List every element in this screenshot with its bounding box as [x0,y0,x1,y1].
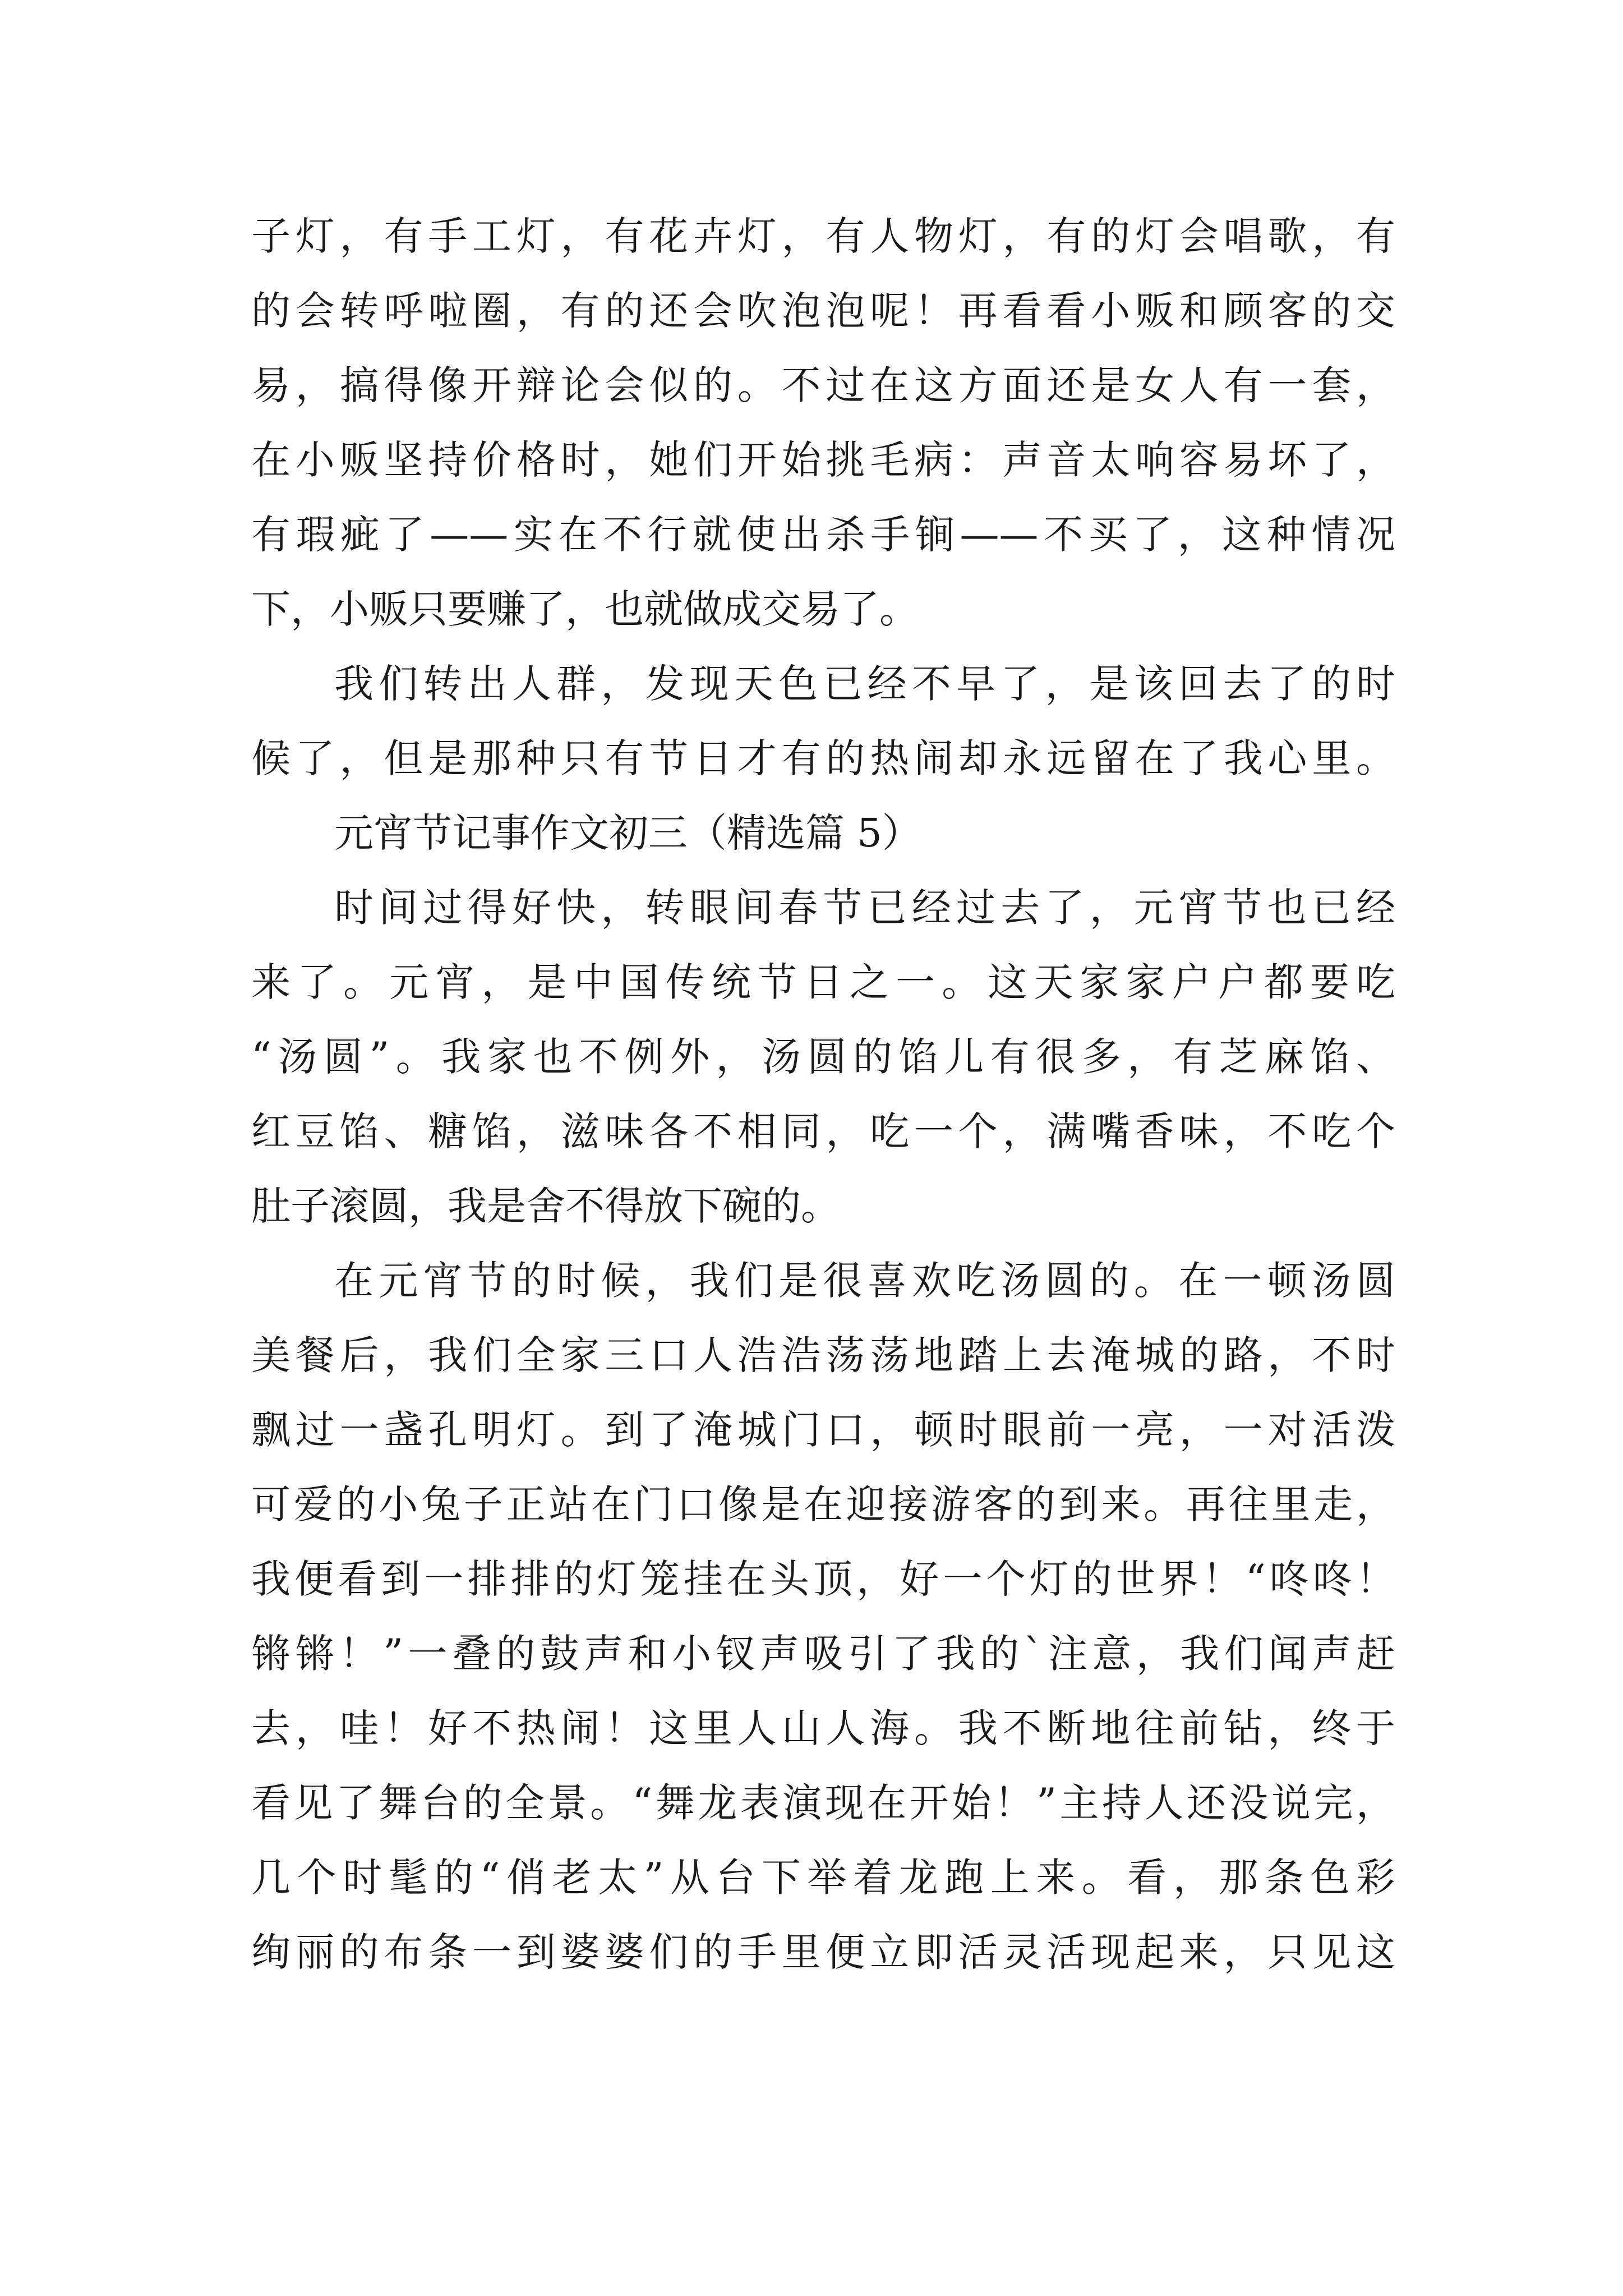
text-line: 肚子滚圆，我是舍不得放下碗的。 [251,1183,840,1229]
text-line: 在小贩坚持价格时，她们开始挑毛病：声音太响容易坏了， [251,437,1395,483]
text-line: 在元宵节的时候，我们是很喜欢吃汤圆的。在一顿汤圆 [334,1258,1395,1304]
text-line: 来了。元宵，是中国传统节日之一。这天家家户户都要吃 [251,959,1395,1005]
text-line: 美餐后，我们全家三口人浩浩荡荡地踏上去淹城的路，不时 [251,1332,1395,1378]
text-line: 看见了舞台的全景。“舞龙表演现在开始！”主持人还没说完， [251,1780,1395,1826]
text-line: 几个时髦的“俏老太”从台下举着龙跑上来。看，那条色彩 [251,1855,1395,1901]
text-line: 飘过一盏孔明灯。到了淹城门口，顿时眼前一亮，一对活泼 [251,1407,1395,1453]
document-body [251,199,1395,1990]
text-line: “汤圆”。我家也不例外，汤圆的馅儿有很多，有芝麻馅、 [251,1034,1395,1080]
text-line: 锵锵！”一叠的鼓声和小钗声吸引了我的`注意，我们闻声赶 [251,1631,1395,1677]
text-line: 红豆馅、糖馅，滋味各不相同，吃一个，满嘴香味，不吃个 [251,1108,1395,1154]
text-line: 下，小贩只要赚了，也就做成交易了。 [251,586,919,632]
text-line: 我便看到一排排的灯笼挂在头顶，好一个灯的世界！“咚咚！ [251,1556,1395,1602]
text-line: 可爱的小兔子正站在门口像是在迎接游客的到来。再往里走， [251,1481,1395,1527]
text-line: 的会转呼啦圈，有的还会吹泡泡呢！再看看小贩和顾客的交 [251,288,1395,334]
text-line: 候了，但是那种只有节日才有的热闹却永远留在了我心里。 [251,735,1395,781]
text-line: 绚丽的布条一到婆婆们的手里便立即活灵活现起来，只见这 [251,1929,1395,1975]
text-line: 有瑕疵了——实在不行就使出杀手锏——不买了，这种情况 [251,512,1395,558]
section-heading: 元宵节记事作文初三（精选篇 5） [334,810,921,856]
text-line: 我们转出人群，发现天色已经不早了，是该回去了的时 [334,661,1395,707]
text-line: 子灯，有手工灯，有花卉灯，有人物灯，有的灯会唱歌，有 [251,213,1395,259]
text-line: 去，哇！好不热闹！这里人山人海。我不断地往前钻，终于 [251,1705,1395,1751]
text-line: 时间过得好快，转眼间春节已经过去了，元宵节也已经 [334,885,1395,931]
text-line: 易，搞得像开辩论会似的。不过在这方面还是女人有一套， [251,362,1395,408]
